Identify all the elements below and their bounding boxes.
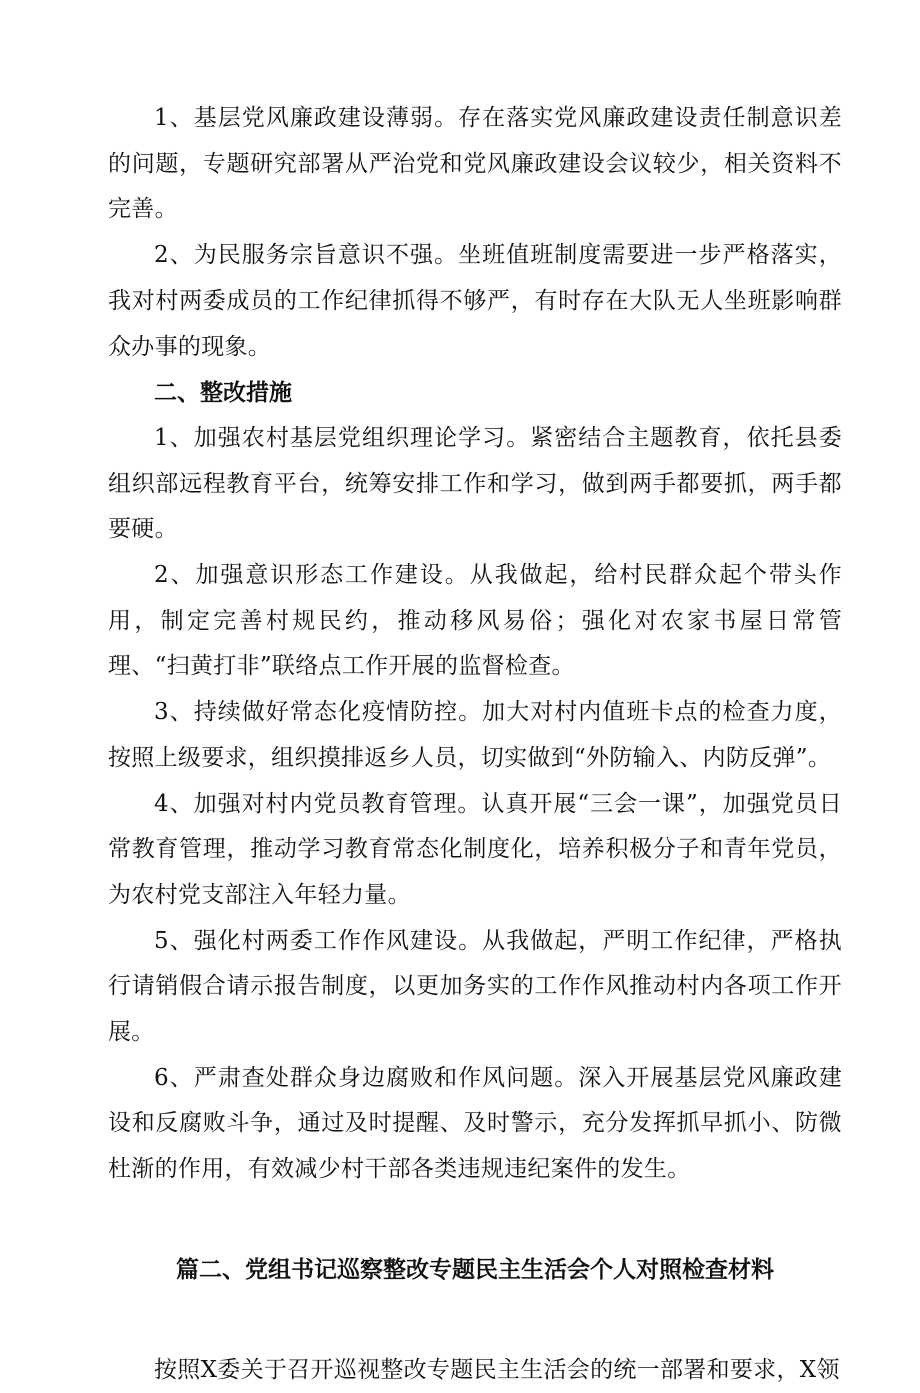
document-body xyxy=(108,96,842,1393)
section-title: 篇二、党组书记巡察整改专题民主生活会个人对照检查材料 xyxy=(176,1255,774,1283)
measure-paragraph-5: 5、强化村两委工作作风建设。从我做起，严明工作纪律，严格执行请销假合请示报告制度，以更加务实的工作作风推动村内各项工作开展。 xyxy=(108,927,842,1046)
measure-paragraph-4: 4、加强对村内党员教育管理。认真开展“三会一课”，加强党员日常教育管理，推动学习教育常态化制度化，培养积极分子和青年党员，为农村党支部注入年轻力量。 xyxy=(108,790,842,908)
measure-paragraph-2: 2、加强意识形态工作建设。从我做起，给村民群众起个带头作用，制定完善村规民约，推动移风易俗；强化对农家书屋日常管理、“扫黄打非”联络点工作开展的监督检查。 xyxy=(108,562,842,680)
measure-paragraph-1: 1、加强农村基层党组织理论学习。紧密结合主题教育，依托县委组织部远程教育平台，统筹安排工作和学习，做到两手都要抓，两手都要硬。 xyxy=(108,424,842,543)
problem-paragraph-1: 1、基层党风廉政建设薄弱。存在落实党风廉政建设责任制意识差的问题，专题研究部署从严治党和党风廉政建设会议较少，相关资料不完善。 xyxy=(108,105,842,223)
measure-paragraph-3: 3、持续做好常态化疫情防控。加大对村内值班卡点的检查力度，按照上级要求，组织摸排返乡人员，切实做到“外防输入、内防反弹”。 xyxy=(108,699,842,771)
measures-heading: 二、整改措施 xyxy=(154,379,292,407)
measure-paragraph-6: 6、严肃查处群众身边腐败和作风问题。深入开展基层党风廉政建设和反腐败斗争，通过及时提醒、及时警示，充分发挥抓早抓小、防微杜渐的作用，有效减少村干部各类违规违纪案件的发生。 xyxy=(108,1064,842,1183)
problem-paragraph-2: 2、为民服务宗旨意识不强。坐班值班制度需要进一步严格落实，我对村两委成员的工作纪律抓得不够严，有时存在大队无人坐班影响群众办事的现象。 xyxy=(108,242,842,360)
closing-paragraph: 按照X委关于召开巡视整改专题民主生活会的统一部署和要求，X领 xyxy=(154,1356,840,1383)
